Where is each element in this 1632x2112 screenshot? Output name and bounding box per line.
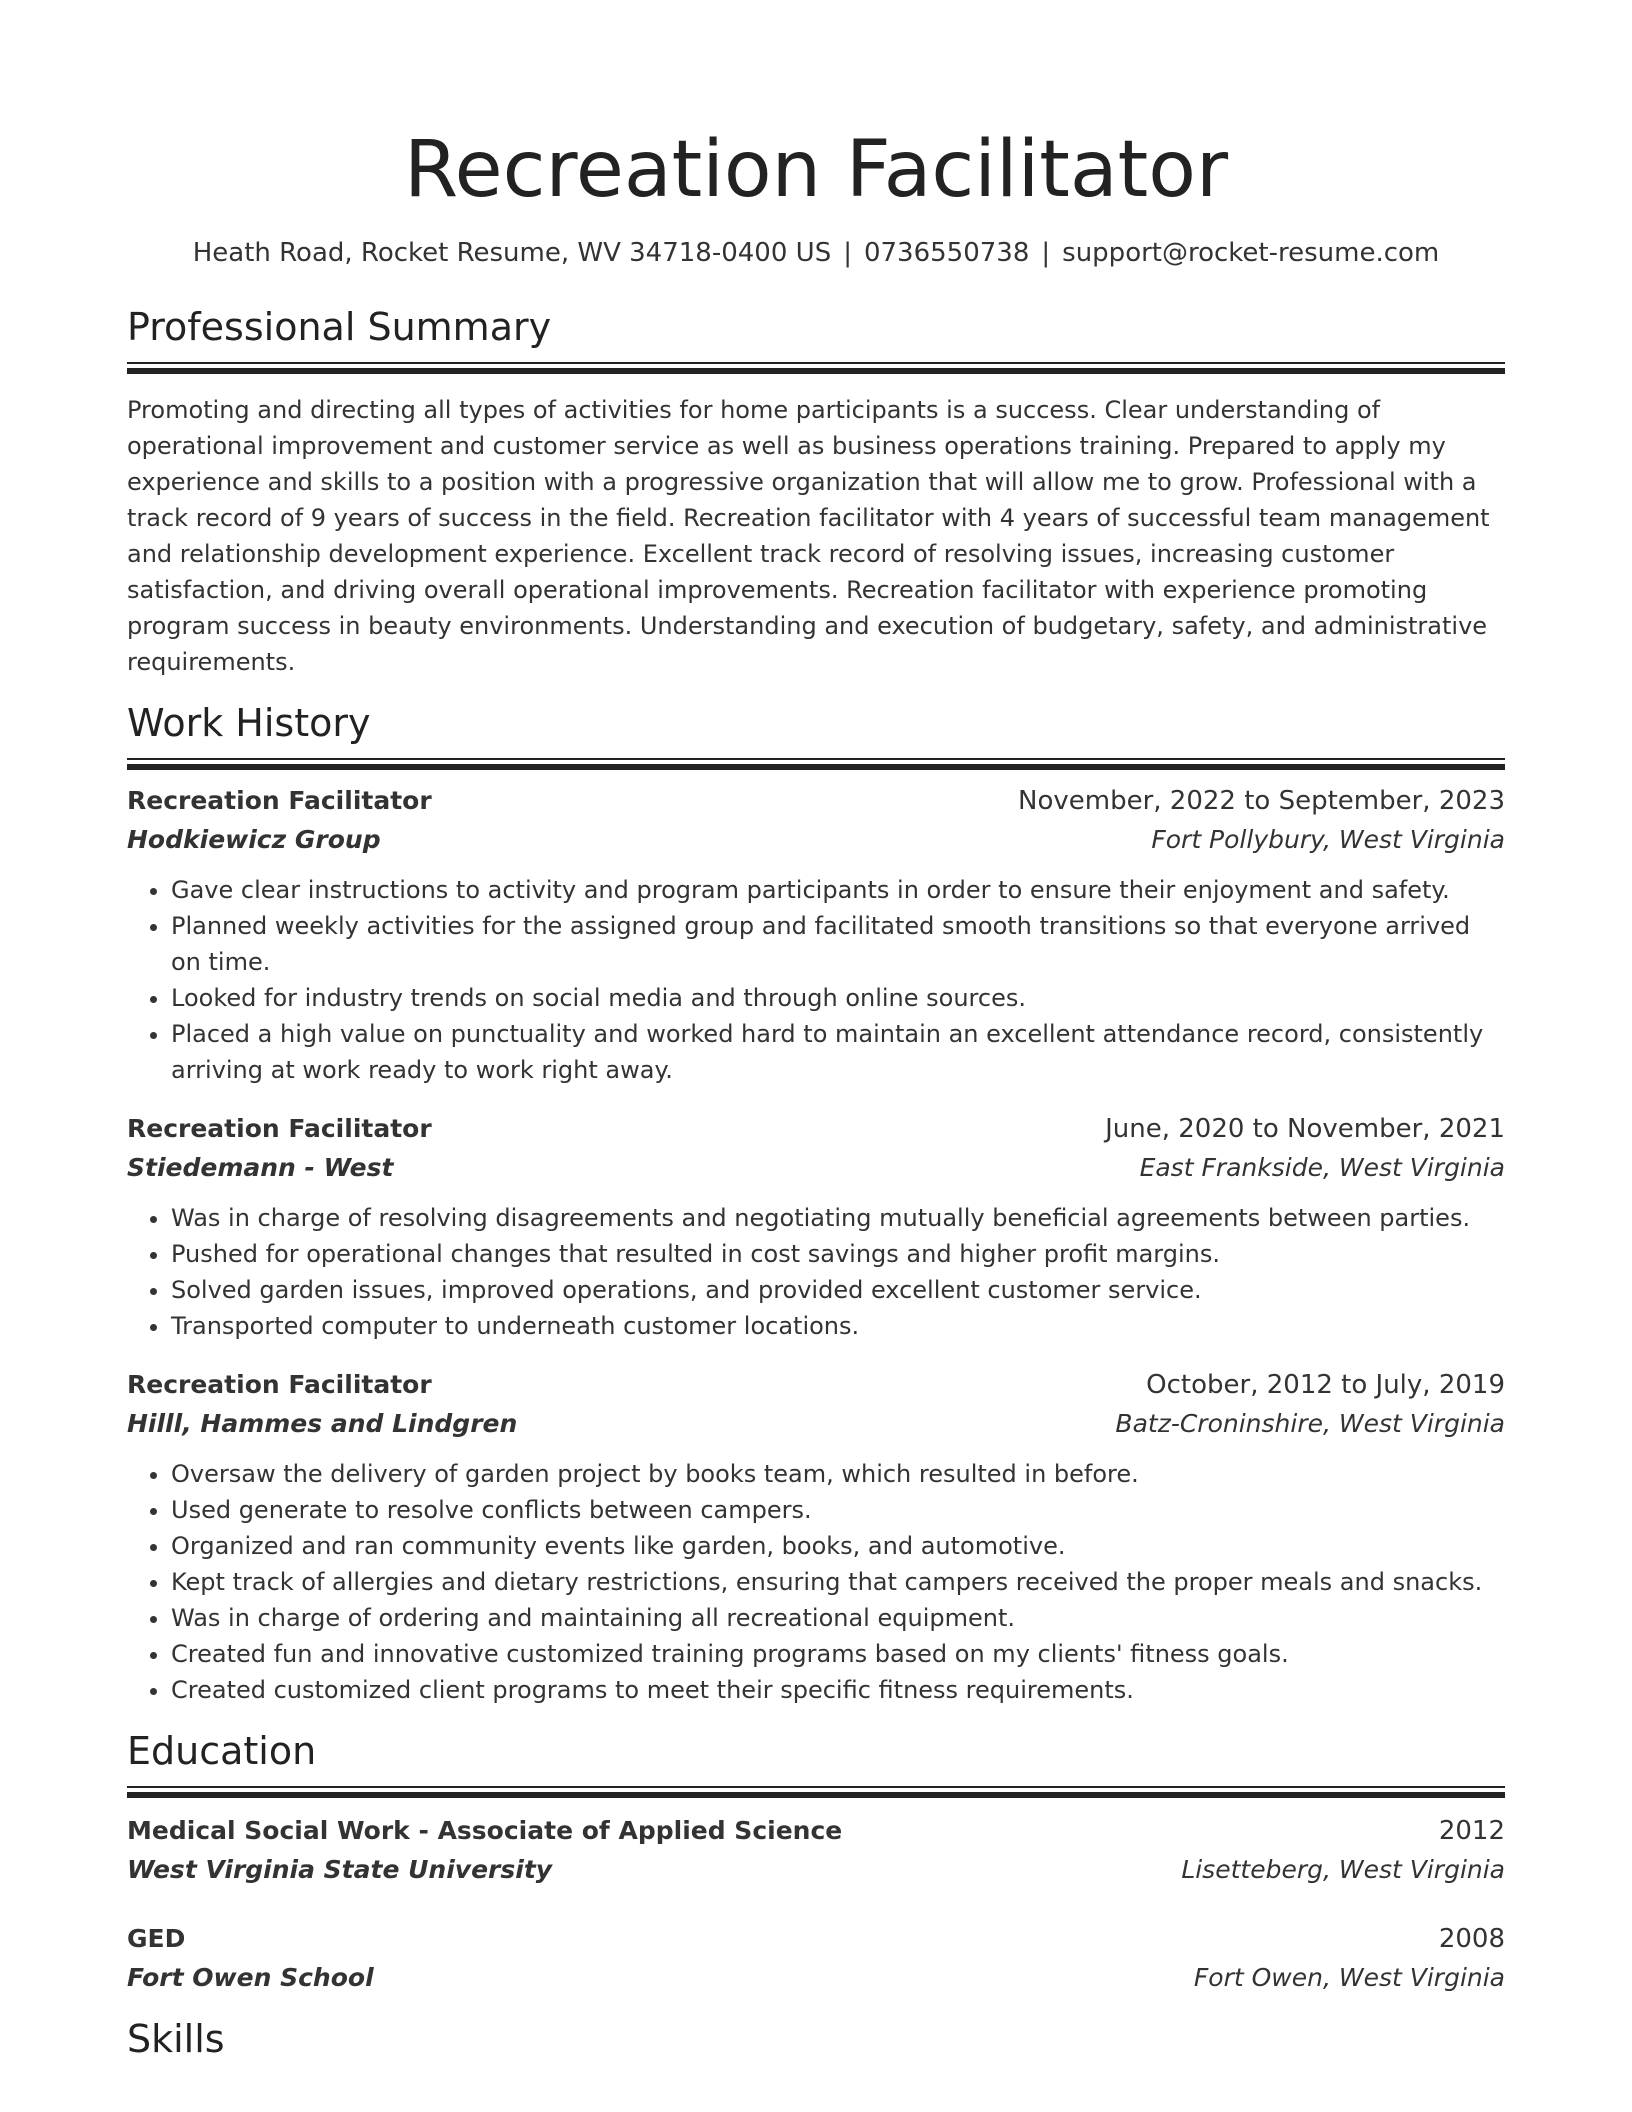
work-history-section	[127, 700, 1505, 1708]
job-bullets	[127, 872, 1505, 1088]
section-rule-thick	[127, 1792, 1505, 1798]
job-bullet: • Was in charge of ordering and maintaining all recreational equipment.	[171, 1600, 1505, 1636]
education-location: Lisetteberg, West Virginia	[1181, 1855, 1505, 1884]
job-bullet: • Looked for industry trends on social media and through online sources.	[171, 980, 1505, 1016]
job-location: East Frankside, West Virginia	[1139, 1153, 1505, 1182]
section-heading-skills: Skills	[127, 2017, 225, 2061]
job-location: Fort Pollybury, West Virginia	[1151, 825, 1505, 854]
job-entry	[127, 1366, 1505, 1708]
job-bullet: • Pushed for operational changes that resulted in cost savings and higher profit margins.	[171, 1236, 1505, 1272]
job-company: Hilll, Hammes and Lindgren	[127, 1409, 518, 1438]
section-heading-work-history: Work History	[127, 701, 371, 745]
job-dates: June, 2020 to November, 2021	[1105, 1114, 1505, 1144]
job-bullet: • Solved garden issues, improved operations, and provided excellent customer service.	[171, 1272, 1505, 1308]
job-dates: November, 2022 to September, 2023	[1018, 786, 1505, 816]
job-bullets	[127, 1456, 1505, 1708]
job-bullet: • Created fun and innovative customized training programs based on my clients' fitness goals.	[171, 1636, 1505, 1672]
contact-separator: |	[1041, 238, 1051, 268]
education-school: Fort Owen School	[127, 1963, 374, 1992]
job-bullet: • Was in charge of resolving disagreements and negotiating mutually beneficial agreements between parties.	[171, 1200, 1505, 1236]
job-entry	[127, 1110, 1505, 1344]
job-title: Recreation Facilitator	[127, 1370, 432, 1399]
education-location: Fort Owen, West Virginia	[1193, 1963, 1505, 1992]
education-degree: Medical Social Work - Associate of Applied Science	[127, 1816, 843, 1845]
contact-address: Heath Road, Rocket Resume, WV 34718-0400 US	[192, 238, 832, 268]
education-year: 2012	[1438, 1816, 1505, 1846]
job-title: Recreation Facilitator	[127, 786, 432, 815]
section-rule	[127, 362, 1505, 364]
education-year: 2008	[1438, 1924, 1505, 1954]
job-bullet: • Planned weekly activities for the assigned group and facilitated smooth transitions so that everyone arrived on time.	[171, 908, 1505, 980]
job-dates: October, 2012 to July, 2019	[1146, 1370, 1505, 1400]
job-bullet: • Placed a high value on punctuality and worked hard to maintain an excellent attendance record, consistently arriving at work ready to work right away.	[171, 1016, 1505, 1088]
summary-text: Promoting and directing all types of activities for home participants is a success. Clear understanding of operational improvement and customer service as well as business operations training. Prepared to apply my experience and skills to a position with a progressive organization that will allow me to grow. Professional with a track record of 9 years of success in the field. Recreation facilitator with 4 years of successful team management and relationship development experience. Excellent track record of resolving issues, increasing customer satisfaction, and driving overall operational improvements. Recreation facilitator with experience promoting program success in beauty environments. Understanding and execution of budgetary, safety, and administrative requirements.	[127, 396, 1490, 676]
job-bullet: • Transported computer to underneath customer locations.	[171, 1308, 1505, 1344]
contact-line	[127, 236, 1505, 270]
job-location: Batz-Croninshire, West Virginia	[1115, 1409, 1505, 1438]
job-title: Recreation Facilitator	[127, 1114, 432, 1143]
contact-separator: |	[843, 238, 852, 268]
resume-title: Recreation Facilitator	[403, 125, 1229, 215]
job-entry	[127, 782, 1505, 1088]
contact-phone: 0736550738	[863, 238, 1030, 268]
job-bullet: • Created customized client programs to meet their specific fitness requirements.	[171, 1672, 1505, 1708]
section-rule	[127, 758, 1505, 760]
section-rule-thick	[127, 764, 1505, 770]
education-degree: GED	[127, 1924, 186, 1953]
summary-section	[127, 304, 1505, 680]
education-section	[127, 1728, 1505, 1998]
job-bullets	[127, 1200, 1505, 1344]
job-company: Hodkiewicz Group	[127, 825, 381, 854]
job-company: Stiedemann - West	[127, 1153, 394, 1182]
job-bullet: • Gave clear instructions to activity and program participants in order to ensure their enjoyment and safety.	[171, 872, 1505, 908]
education-school: West Virginia State University	[127, 1855, 553, 1884]
job-bullet: • Kept track of allergies and dietary restrictions, ensuring that campers received the proper meals and snacks.	[171, 1564, 1505, 1600]
section-heading-education: Education	[127, 1729, 317, 1773]
skills-section	[127, 2016, 1505, 2062]
section-rule-thick	[127, 368, 1505, 374]
education-entry	[127, 1812, 1505, 1890]
section-heading-summary: Professional Summary	[127, 305, 552, 349]
job-bullet: • Used generate to resolve conflicts between campers.	[171, 1492, 1505, 1528]
job-bullet: • Oversaw the delivery of garden project by books team, which resulted in before.	[171, 1456, 1505, 1492]
education-entry	[127, 1920, 1505, 1998]
section-rule	[127, 1786, 1505, 1788]
job-bullet: • Organized and ran community events like garden, books, and automotive.	[171, 1528, 1505, 1564]
contact-email[interactable]: support@rocket-resume.com	[1062, 238, 1440, 268]
